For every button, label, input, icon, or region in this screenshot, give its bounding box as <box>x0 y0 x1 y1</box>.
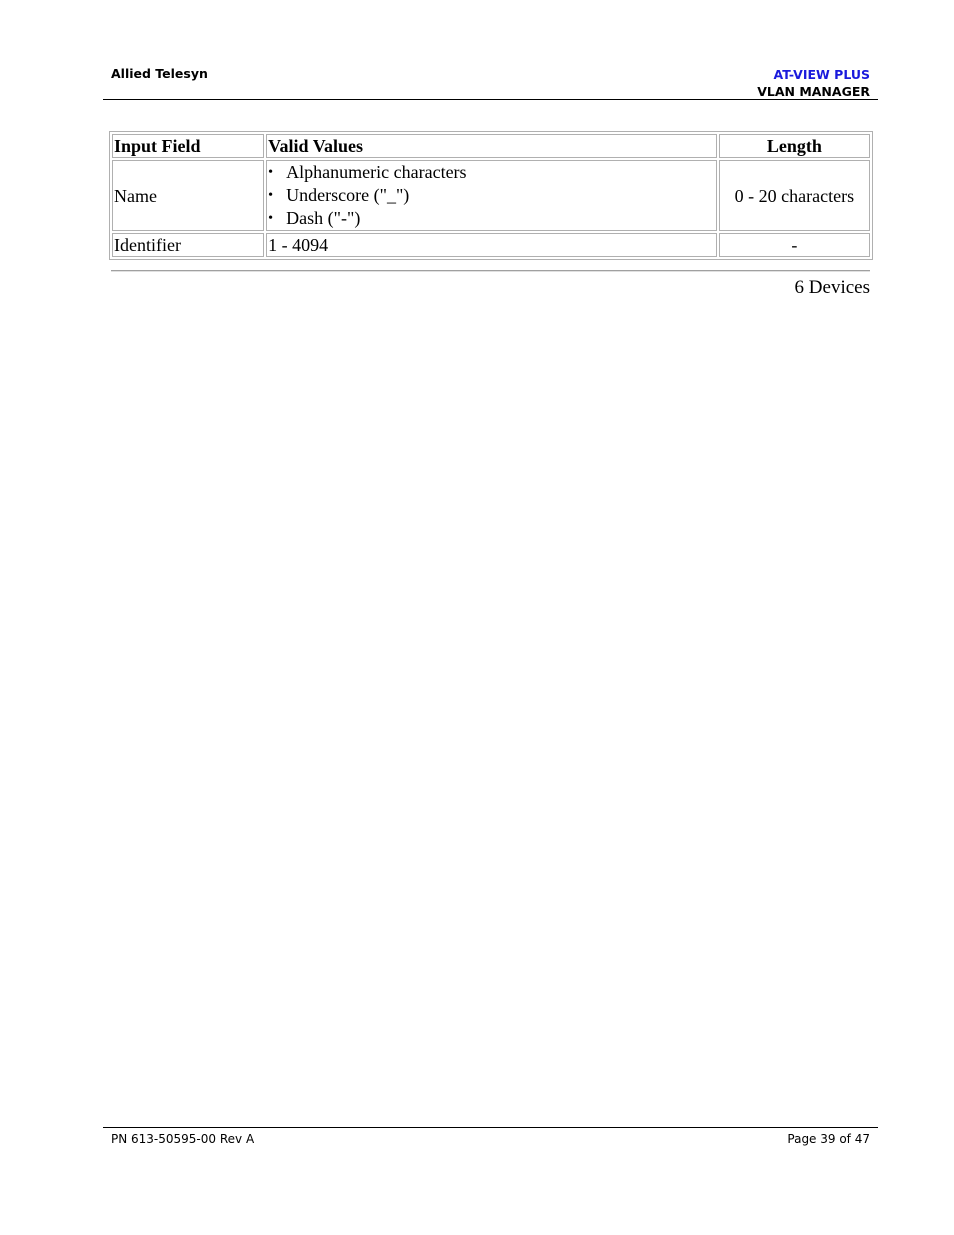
table-row <box>112 160 870 231</box>
cell-valid-values <box>266 160 717 231</box>
input-field-table <box>109 131 873 260</box>
company-name: Allied Telesyn <box>111 66 208 81</box>
page-header-right <box>757 66 870 100</box>
section-divider <box>111 270 870 272</box>
cell-length: - <box>719 233 870 257</box>
table-header-row <box>112 134 870 158</box>
part-number: PN 613-50595-00 Rev A <box>111 1132 255 1146</box>
column-header-length: Length <box>719 134 870 158</box>
cell-input-field: Name <box>112 160 264 231</box>
cell-input-field: Identifier <box>112 233 264 257</box>
cell-length: 0 - 20 characters <box>719 160 870 231</box>
header-divider <box>103 99 878 100</box>
table-row <box>112 233 870 257</box>
list-item: • Alphanumeric characters <box>268 161 715 184</box>
module-name: VLAN MANAGER <box>757 84 870 99</box>
list-item: • Dash ("-") <box>268 207 715 230</box>
list-item: • Underscore ("_") <box>268 184 715 207</box>
page-number: Page 39 of 47 <box>787 1132 870 1146</box>
valid-values-list <box>268 161 715 230</box>
cell-valid-values: 1 - 4094 <box>266 233 717 257</box>
footer-divider <box>103 1127 878 1128</box>
column-header-input-field: Input Field <box>112 134 264 158</box>
next-section-link[interactable]: 6 Devices <box>794 277 870 298</box>
column-header-valid-values: Valid Values <box>266 134 717 158</box>
product-name: AT-VIEW PLUS <box>773 67 870 82</box>
